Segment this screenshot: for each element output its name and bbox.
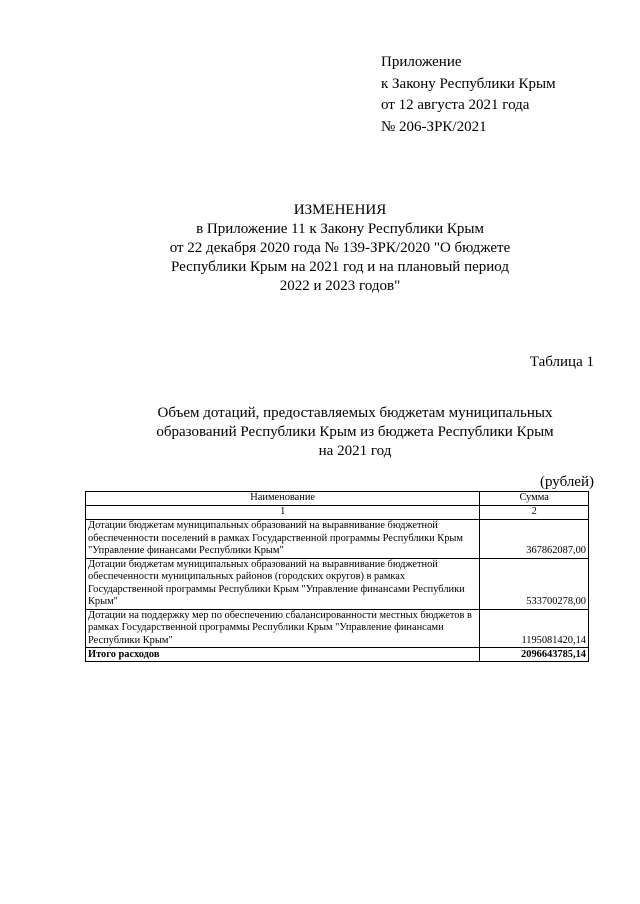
row-name: Дотации на поддержку мер по обеспечению сбалансированности местных бюджетов в рамках Государственной программы Республики Крым "Управление финансами Республики Крым": [86, 609, 480, 648]
table-header-row: [86, 492, 589, 506]
row-amount: 1195081420,14: [480, 609, 589, 648]
title-line: от 22 декабря 2020 года № 139-ЗРК/2020 "О бюджете: [169, 240, 511, 256]
header-name: Наименование: [86, 492, 480, 506]
table-row: [86, 558, 589, 609]
units-label: (рублей): [539, 474, 594, 490]
row-amount: 533700278,00: [480, 558, 589, 609]
row-name: Дотации бюджетам муниципальных образований на выравнивание бюджетной обеспеченности муниципальных районов (городских округов) в рамках Государственной программы Республики Крым "Управление финансами Республики Крым": [86, 558, 480, 609]
attachment-line: от 12 августа 2021 года: [381, 97, 530, 113]
column-number: 1: [86, 506, 480, 520]
caption-line: образований Республики Крым из бюджета Республики Крым: [156, 424, 554, 440]
attachment-block: [381, 52, 556, 138]
attachment-line: Приложение: [381, 54, 462, 70]
table-row: [86, 520, 589, 559]
table-caption: [120, 404, 590, 461]
attachment-line: к Закону Республики Крым: [381, 75, 556, 92]
table-number: Таблица 1: [529, 354, 594, 370]
column-number: 2: [480, 506, 589, 520]
budget-table: [85, 491, 589, 662]
title-line: в Приложение 11 к Закону Республики Крым: [196, 221, 484, 237]
title-line: ИЗМЕНЕНИЯ: [293, 202, 387, 218]
title-line: Республики Крым на 2021 год и на плановый период: [171, 259, 509, 275]
attachment-line: № 206-ЗРК/2021: [381, 118, 487, 135]
row-amount: 367862087,00: [480, 520, 589, 559]
document-title: [140, 201, 540, 296]
total-row: [86, 648, 589, 662]
total-label: Итого расходов: [86, 648, 480, 662]
row-name: Дотации бюджетам муниципальных образований на выравнивание бюджетной обеспеченности поселений в рамках Государственной программы Республики Крым "Управление финансами Республики Крым": [86, 520, 480, 559]
total-amount: 2096643785,14: [480, 648, 589, 662]
header-amount: Сумма: [480, 492, 589, 506]
caption-line: на 2021 год: [318, 443, 392, 459]
title-line: 2022 и 2023 годов": [279, 278, 401, 294]
caption-line: Объем дотаций, предоставляемых бюджетам муниципальных: [157, 405, 553, 421]
table-row: [86, 609, 589, 648]
column-number-row: [86, 506, 589, 520]
